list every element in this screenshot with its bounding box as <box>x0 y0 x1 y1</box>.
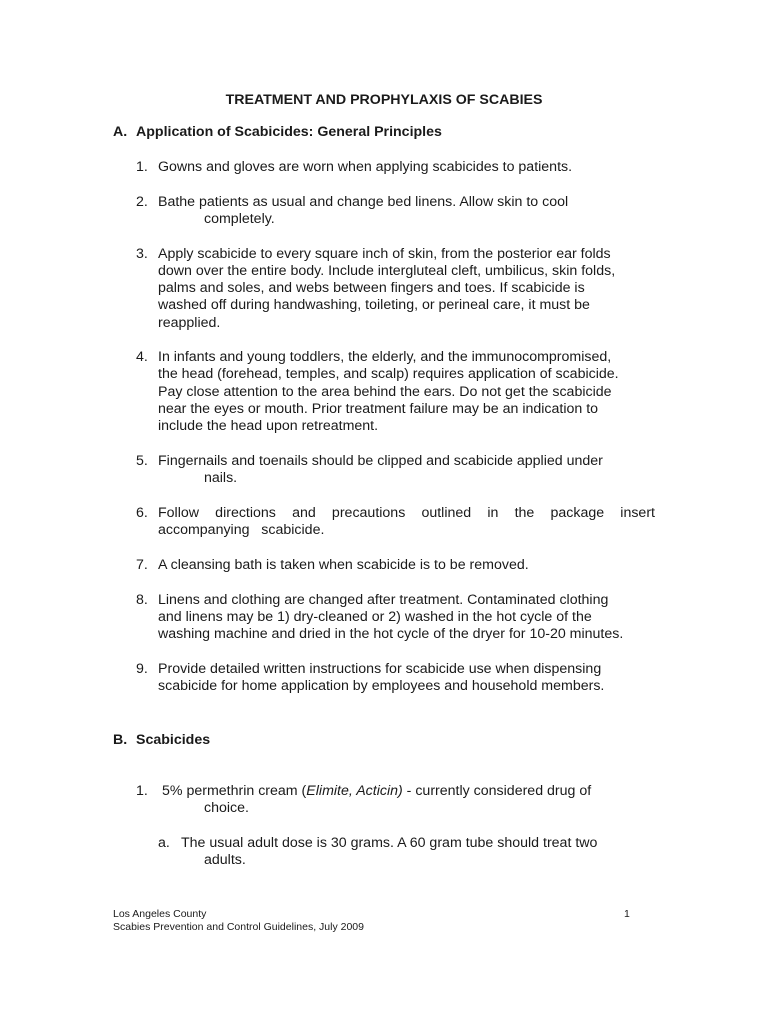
page-title: TREATMENT AND PROPHYLAXIS OF SCABIES <box>225 92 543 108</box>
list-item-number: 6. <box>136 505 148 521</box>
list-item-line: the head (forehead, temples, and scalp) requires application of scabicide. <box>158 366 619 382</box>
list-item-line: and linens may be 1) dry-cleaned or 2) washed in the hot cycle of the <box>158 609 592 625</box>
list-item-line: palms and soles, and webs between fingers and toes. If scabicide is <box>158 280 585 296</box>
drug-name: 5% permethrin cream ( <box>162 783 307 799</box>
list-item-line: In infants and young toddlers, the elderly, and the immunocompromised, <box>158 349 612 365</box>
list-item-line: near the eyes or mouth. Prior treatment failure may be an indication to <box>158 401 599 417</box>
list-item-line: Apply scabicide to every square inch of skin, from the posterior ear folds <box>158 246 611 262</box>
list-item-line: Follow directions and precautions outlined in the package insert <box>158 505 655 521</box>
list-item-line: Provide detailed written instructions for scabicide use when dispensing <box>158 661 602 677</box>
section-a-heading: Application of Scabicides: General Principles <box>136 124 442 140</box>
section-a-label: A. <box>113 124 128 140</box>
list-item-number: 8. <box>136 592 148 608</box>
list-item-number: 2. <box>136 194 148 210</box>
list-item-line: nails. <box>204 470 238 486</box>
list-item-line: Fingernails and toenails should be clipped and scabicide applied under <box>158 453 603 469</box>
list-item-line: Bathe patients as usual and change bed linens. Allow skin to cool <box>158 194 569 210</box>
list-item-number: 1. <box>136 783 148 799</box>
list-item-line: down over the entire body. Include intergluteal cleft, umbilicus, skin folds, <box>158 263 616 279</box>
list-item-line: choice. <box>204 800 249 816</box>
list-item-line: adults. <box>204 852 246 868</box>
list-item-line: washed off during handwashing, toileting, or perineal care, it must be <box>158 297 590 313</box>
list-item-line: reapplied. <box>158 315 221 331</box>
list-item-number: 7. <box>136 557 148 573</box>
list-item-line: A cleansing bath is taken when scabicide is to be removed. <box>158 557 529 573</box>
list-item-number: 9. <box>136 661 148 677</box>
list-item-line: The usual adult dose is 30 grams. A 60 gram tube should treat two <box>181 835 598 851</box>
list-item-letter: a. <box>158 835 170 851</box>
list-item-number: 4. <box>136 349 148 365</box>
drug-brands: Elimite, Acticin) <box>306 783 403 799</box>
footer-org: Los Angeles County <box>113 908 207 920</box>
list-item-number: 1. <box>136 159 148 175</box>
page-number: 1 <box>624 908 630 920</box>
list-item-line <box>162 783 591 801</box>
list-item-number: 5. <box>136 453 148 469</box>
section-b-heading: Scabicides <box>136 732 211 748</box>
drug-note: - currently considered drug of <box>402 783 592 799</box>
list-item-line: completely. <box>204 211 275 227</box>
list-item-line: Linens and clothing are changed after treatment. Contaminated clothing <box>158 592 609 608</box>
list-item-line: scabicide for home application by employees and household members. <box>158 678 605 694</box>
list-item-line: accompanying scabicide. <box>158 522 325 538</box>
list-item-line: Gowns and gloves are worn when applying scabicides to patients. <box>158 159 573 175</box>
list-item-number: 3. <box>136 246 148 262</box>
list-item-line: include the head upon retreatment. <box>158 418 379 434</box>
footer-doc-title: Scabies Prevention and Control Guidelines, July 2009 <box>113 921 364 933</box>
list-item-line: washing machine and dried in the hot cycle of the dryer for 10-20 minutes. <box>158 626 624 642</box>
list-item-line: Pay close attention to the area behind the ears. Do not get the scabicide <box>158 384 612 400</box>
section-b-label: B. <box>113 732 128 748</box>
